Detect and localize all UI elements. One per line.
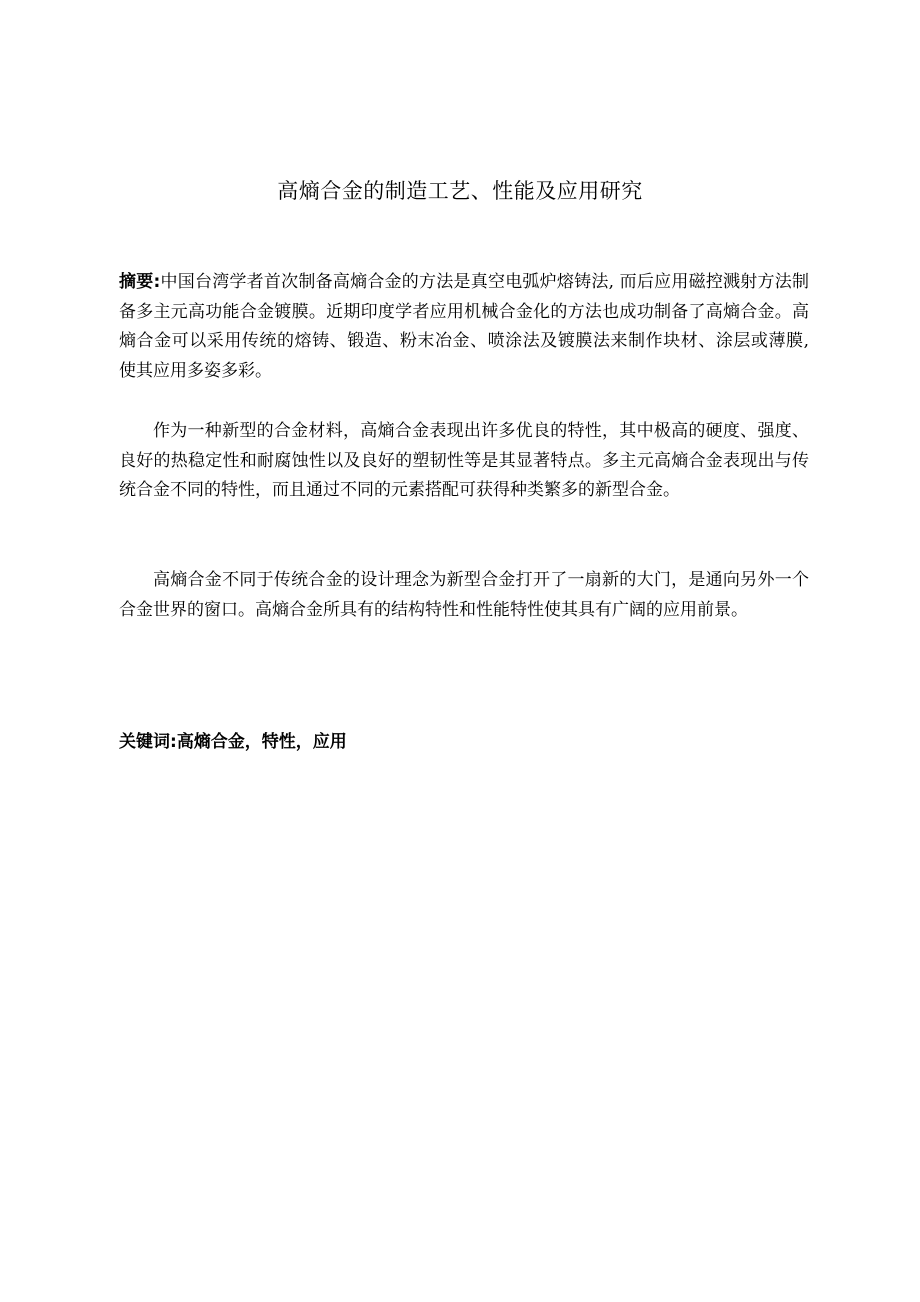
keywords-label: 关键词: xyxy=(119,732,177,752)
body-paragraph-2: 高熵合金不同于传统合金的设计理念为新型合金打开了一扇新的大门，是通向另外一个合金世界的窗口。高熵合金所具有的结构特性和性能特性使其具有广阔的应用前景。 xyxy=(119,570,809,620)
keywords-text: 高熵合金，特性，应用 xyxy=(176,732,347,752)
document-title: 高熵合金的制造工艺、性能及应用研究 xyxy=(277,179,643,203)
body-paragraph-1: 作为一种新型的合金材料，高熵合金表现出许多优良的特性，其中极高的硬度、强度、良好的热稳定性和耐腐蚀性以及良好的塑韧性等是其显著特点。多主元高熵合金表现出与传统合金不同的特性，而且通过不同的元素搭配可获得种类繁多的新型合金。 xyxy=(119,421,809,500)
abstract-label: 摘要: xyxy=(119,272,161,292)
abstract-paragraph xyxy=(119,268,809,386)
abstract-text: 中国台湾学者首次制备高熵合金的方法是真空电弧炉熔铸法, 而后应用磁控溅射方法制备多主元高功能合金镀膜。近期印度学者应用机械合金化的方法也成功制备了高熵合金。高熵合金可以采用传统的熔铸、锻造、粉末冶金、喷涂法及镀膜法来制作块材、涂层或薄膜, 使其应用多姿多彩。 xyxy=(119,272,809,381)
keywords-line xyxy=(119,728,809,758)
